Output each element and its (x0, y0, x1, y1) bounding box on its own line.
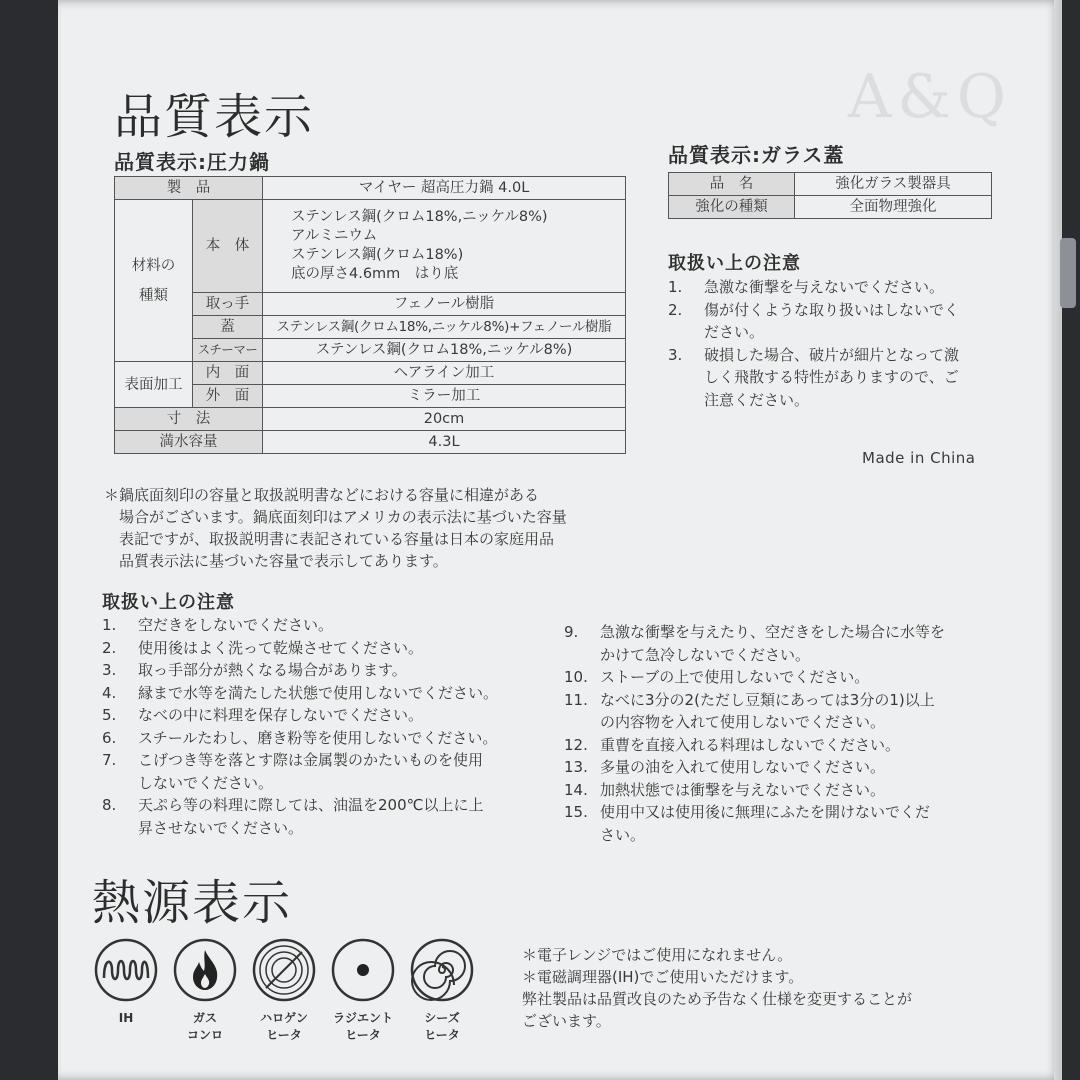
caution-number: 3. (668, 345, 683, 364)
radiant-heater-icon (331, 938, 395, 1002)
caution-number: 2. (668, 300, 683, 319)
glass-lid-spec-table (668, 172, 992, 219)
size-value: 20cm (263, 408, 626, 431)
surface-group-label: 表面加工 (115, 362, 193, 408)
caution-number: 12. (564, 735, 588, 754)
caution-item (564, 779, 1004, 802)
heat-source-title: 熱源表示 (92, 875, 293, 931)
steamer-value: ステンレス鋼(クロム18%,ニッケル8%) (263, 339, 626, 362)
caution-text: 使用中又は使用後に無理にふたを開けないでくだ さい。 (600, 803, 931, 844)
caution-number: 3. (102, 661, 117, 679)
caution-number: 13. (564, 758, 588, 776)
caution-text: 空だきをしないでください。 (138, 616, 334, 634)
caution-number: 6. (102, 728, 117, 747)
caution-text: 傷が付くような取り扱いはしないでく ださい。 (704, 300, 960, 341)
outer-label: 外 面 (193, 385, 263, 408)
glass-lid-heading: 品質表示:ガラス蓋 (668, 143, 845, 167)
heat-source-label: IH (118, 1011, 134, 1025)
made-in-label: Made in China (862, 449, 976, 467)
caution-item (102, 704, 562, 727)
caution-item (102, 637, 562, 660)
caution-text: なべに3分の2(ただし豆類にあっては3分の1)以上 の内容物を入れて使用しないでください。 (600, 690, 935, 731)
glass-name-label: 品 名 (669, 173, 795, 196)
product-label: 製 品 (115, 177, 263, 200)
handle-value: フェノール樹脂 (263, 293, 626, 316)
glass-caution-list (668, 276, 1008, 411)
caution-list-right (564, 621, 1004, 846)
outer-value: ミラー加工 (263, 385, 626, 408)
body-label: 本 体 (193, 200, 263, 293)
caution-item (564, 666, 1004, 689)
caution-number: 1. (102, 616, 117, 634)
caution-text: ストーブの上で使用しないでください。 (600, 668, 870, 686)
heat-source-label: シーズ ヒータ (424, 1011, 460, 1042)
caution-text: 取っ手部分が熱くなる場合があります。 (138, 661, 407, 679)
sheathed-heater-icon (410, 938, 474, 1002)
ih-coil-icon (94, 938, 158, 1002)
caution-heading: 取扱い上の注意 (102, 592, 235, 613)
manual-page (58, 0, 1062, 1080)
handle-label: 取っ手 (193, 293, 263, 316)
capacity-value: 4.3L (263, 431, 626, 454)
caution-text: 破損した場合、破片が細片となって激 しく飛散する特性がありますので、ご 注意ください。 (704, 345, 960, 409)
page-edge (1054, 0, 1062, 1080)
caution-item (102, 727, 562, 750)
heat-source-ih (94, 938, 158, 1044)
capacity-footnote: ＊鍋底面刻印の容量と取扱説明書などにおける容量に相違がある 場合がございます。鍋底面刻印はアメリカの表示法に基づいた容量 表記ですが、取扱説明書に表記されている容量は日本の家庭用品 品質表示法に基づいた容量で表示してあります。 (104, 486, 567, 570)
inner-value: ヘアライン加工 (263, 362, 626, 385)
pressure-cooker-heading: 品質表示:圧力鍋 (114, 150, 270, 174)
caution-item (102, 682, 562, 705)
caution-number: 10. (564, 668, 588, 686)
caution-text: 加熱状態では衝撃を与えないでください。 (600, 780, 886, 799)
caution-item (668, 344, 1008, 412)
caution-number: 11. (564, 690, 588, 709)
caution-item (564, 801, 1004, 846)
gas-flame-icon (173, 938, 237, 1002)
heat-source-gas (173, 938, 237, 1044)
material-group-label: 材料の 種類 (115, 200, 193, 362)
caution-number: 9. (564, 623, 579, 641)
caution-item (102, 749, 562, 794)
caution-number: 14. (564, 780, 588, 799)
heat-source-notes: ＊電子レンジではご使用になれません。 ＊電磁調理器(IH)でご使用いただけます。 弊社製品は品質改良のため予告なく仕様を変更することが ございます。 (522, 946, 913, 1030)
heat-source-sheathed (410, 938, 474, 1044)
heat-source-icons (94, 938, 474, 1044)
caution-item (564, 689, 1004, 734)
caution-item (102, 614, 562, 637)
steamer-label: スチーマー (193, 339, 263, 362)
body-value: ステンレス鋼(クロム18%,ニッケル8%) アルミニウム ステンレス鋼(クロム18%) 底の厚さ4.6mm はり底 (263, 200, 626, 293)
glass-caution-heading: 取扱い上の注意 (668, 253, 801, 274)
pressure-cooker-spec-table (114, 176, 626, 454)
glass-type-value: 全面物理強化 (795, 196, 992, 219)
caution-item (564, 621, 1004, 666)
caution-text: 使用後はよく洗って乾燥させてください。 (138, 638, 424, 657)
inner-label: 内 面 (193, 362, 263, 385)
heat-source-label: ハロゲン ヒータ (260, 1011, 308, 1042)
caution-text: 縁まで水等を満たした状態で使用しないでください。 (138, 683, 499, 702)
caution-item (564, 734, 1004, 757)
size-label: 寸 法 (115, 408, 263, 431)
lid-label: 蓋 (193, 316, 263, 339)
binder-clip (1060, 238, 1076, 308)
halogen-heater-icon (252, 938, 316, 1002)
caution-text: こげつき等を落とす際は金属製のかたいものを使用 しないでください。 (138, 751, 484, 792)
caution-item (564, 756, 1004, 779)
quality-title: 品質表示 (114, 89, 315, 145)
caution-item (668, 276, 1008, 299)
caution-number: 5. (102, 706, 117, 724)
lid-value: ステンレス鋼(クロム18%,ニッケル8%)+フェノール樹脂 (263, 316, 626, 339)
caution-item (102, 794, 562, 839)
caution-text: 急激な衝撃を与えたり、空だきをした場合に水等を かけて急冷しないでください。 (600, 623, 946, 664)
caution-item (102, 659, 562, 682)
caution-text: 重曹を直接入れる料理はしないでください。 (600, 735, 901, 754)
caution-text: 天ぷら等の料理に際しては、油温を200℃以上に上 昇させないでください。 (138, 796, 484, 837)
bleed-through-text: A&Q (848, 62, 1012, 132)
caution-number: 1. (668, 278, 683, 296)
heat-source-label: ラジエント ヒータ (332, 1011, 393, 1042)
caution-number: 2. (102, 638, 117, 657)
caution-list-left (102, 614, 562, 839)
caution-number: 7. (102, 751, 117, 769)
heat-source-halogen (252, 938, 316, 1044)
glass-name-value: 強化ガラス製器具 (795, 173, 992, 196)
caution-number: 15. (564, 803, 588, 821)
caution-text: 急激な衝撃を与えないでください。 (704, 278, 945, 296)
caution-text: スチールたわし、磨き粉等を使用しないでください。 (138, 728, 498, 747)
heat-source-radiant (331, 938, 395, 1044)
caution-item (668, 299, 1008, 344)
caution-text: なべの中に料理を保存しないでください。 (138, 706, 424, 724)
caution-number: 8. (102, 796, 117, 814)
product-value: マイヤー 超高圧力鍋 4.0L (263, 177, 626, 200)
heat-source-label: ガス コンロ (186, 1011, 223, 1042)
caution-text: 多量の油を入れて使用しないでください。 (600, 758, 886, 776)
capacity-label: 満水容量 (115, 431, 263, 454)
caution-number: 4. (102, 683, 117, 702)
glass-type-label: 強化の種類 (669, 196, 795, 219)
